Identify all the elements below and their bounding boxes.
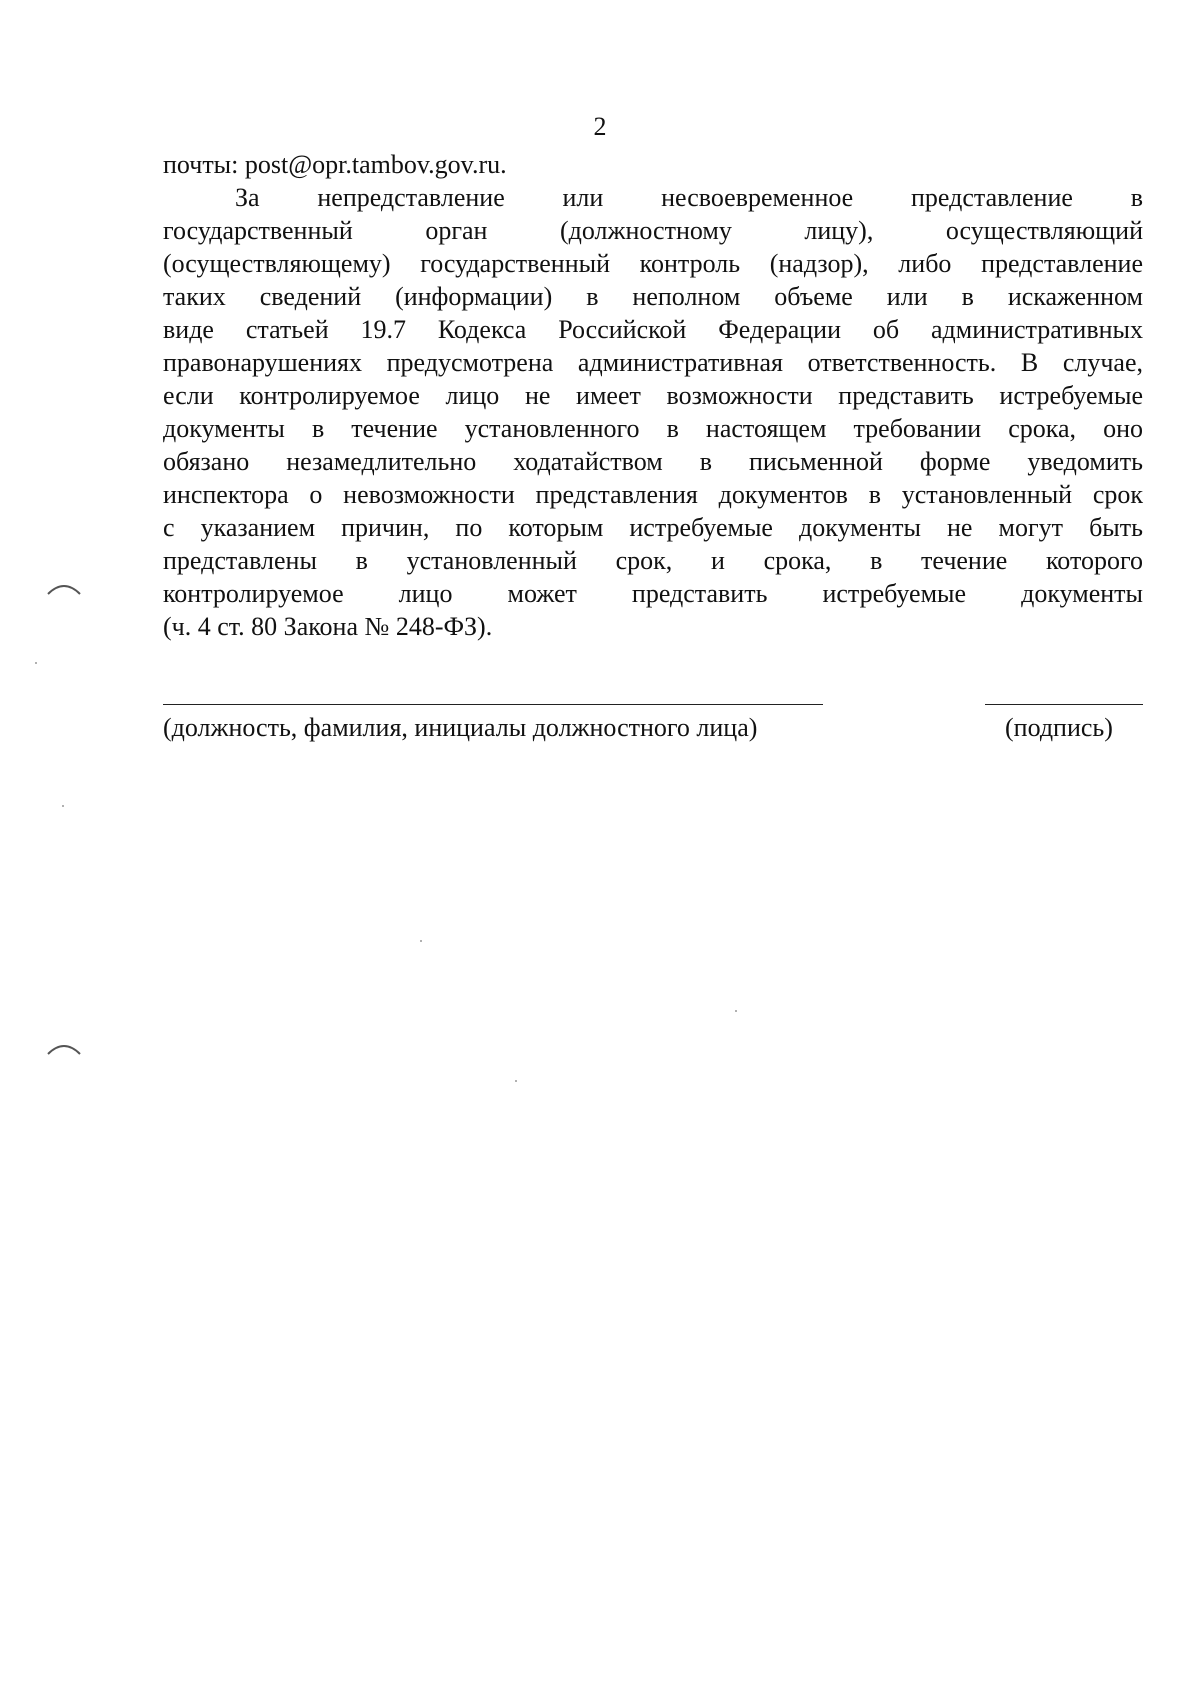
official-signature-line [163,704,823,705]
page-number: 2 [593,112,607,141]
paragraph-line: контролируемое лицо может представить истребуемые документы [163,579,1143,608]
document-body [163,148,1143,643]
scan-speck [735,1010,737,1012]
paragraph-line: (ч. 4 ст. 80 Закона № 248-ФЗ). [163,612,493,641]
scan-speck [62,805,64,807]
official-caption: (должность, фамилия, инициалы должностного лица) [163,713,758,742]
punch-hole-mark [46,580,82,596]
paragraph-line: с указанием причин, по которым истребуемые документы не могут быть [163,513,1143,542]
paragraph-line: государственный орган (должностному лицу), осуществляющий [163,216,1143,245]
paragraph-line: виде статьей 19.7 Кодекса Российской Федерации об административных [163,315,1143,344]
punch-hole-mark [46,1040,82,1056]
paragraph-line: представлены в установленный срок, и срока, в течение которого [163,546,1143,575]
scan-speck [515,1080,517,1082]
paragraph-line: если контролируемое лицо не имеет возможности представить истребуемые [163,381,1143,410]
paragraph-line: (осуществляющему) государственный контроль (надзор), либо представление [163,249,1143,278]
scan-speck [420,940,422,942]
paragraph-line: обязано незамедлительно ходатайством в письменной форме уведомить [163,447,1143,476]
scan-speck [35,662,37,664]
paragraph-line: документы в течение установленного в настоящем требовании срока, оно [163,414,1143,443]
paragraph-line: инспектора о невозможности представления документов в установленный срок [163,480,1143,509]
signature-line [985,704,1143,705]
paragraph-line: таких сведений (информации) в неполном объеме или в искаженном [163,282,1143,311]
email-line: почты: post@opr.tambov.gov.ru. [163,150,507,179]
paragraph-line: За непредставление или несвоевременное представление в [235,183,1143,212]
paragraph-line: правонарушениях предусмотрена административная ответственность. В случае, [163,348,1143,377]
signature-caption: (подпись) [1005,713,1113,742]
liability-paragraph [163,181,1143,643]
